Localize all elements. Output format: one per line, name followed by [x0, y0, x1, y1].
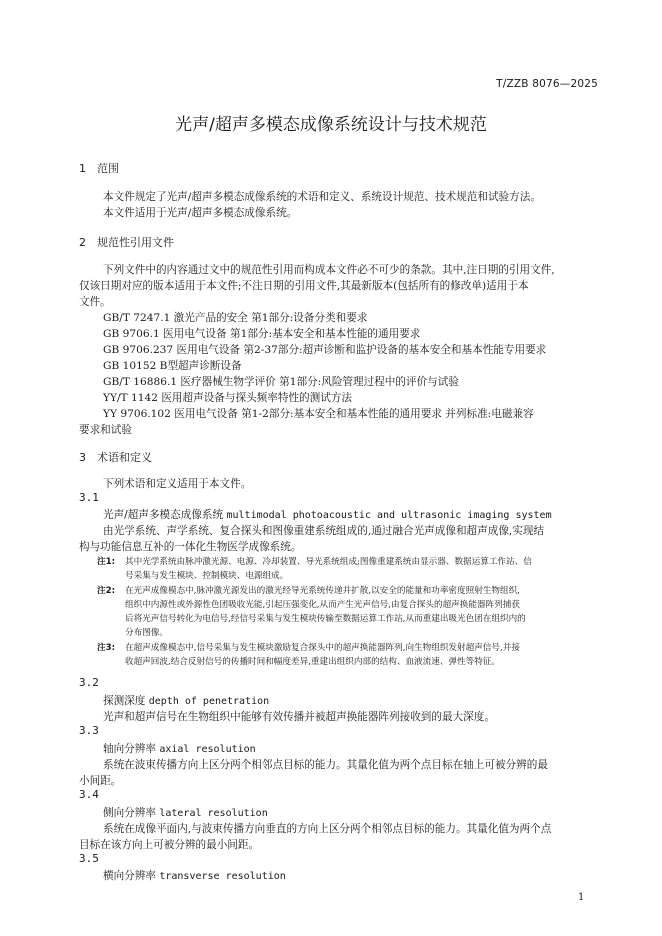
- note-label: 注1:: [97, 557, 116, 567]
- section-1-heading: [79, 160, 119, 176]
- term-chinese: 轴向分辨率: [103, 743, 156, 755]
- note-text: 后将光声信号转化为电信号,经信号采集与发生模块传输至数据运算工作站,从而重建出吸光色团在组织内的: [125, 614, 526, 624]
- document-number: T/ZZB 8076—2025: [496, 78, 598, 90]
- term-english: depth of penetration: [148, 696, 270, 707]
- section-number: 3: [79, 451, 86, 464]
- section-3-heading: [79, 449, 152, 465]
- note-label: 注3:: [97, 643, 116, 653]
- term-number: 3.1: [79, 491, 99, 504]
- term-definition: 构与功能信息互补的一体化生物医学成像系统。: [79, 541, 302, 553]
- section-title: 术语和定义: [97, 451, 152, 464]
- section-title: 范围: [97, 162, 119, 175]
- term-definition: 光声和超声信号在生物组织中能够有效传播并被超声换能器阵列接收到的最大深度。: [103, 711, 495, 723]
- term-english: axial resolution: [159, 744, 256, 755]
- term-title: [103, 805, 268, 820]
- term-english: multimodal photoacoustic and ultrasonic imaging system: [226, 510, 552, 521]
- paragraph: 仅该日期对应的版本适用于本文件;不注日期的引用文件,其最新版本(包括所有的修改单)适用于本: [79, 280, 529, 292]
- term-definition: 由光学系统、声学系统、复合探头和图像重建系统组成的,通过融合光声成像和超声成像,实现结: [103, 525, 545, 537]
- term-chinese: 探测深度: [103, 695, 146, 707]
- reference-item: GB 9706.1 医用电气设备 第1部分:基本安全和基本性能的通用要求: [103, 328, 421, 340]
- reference-item: YY 9706.102 医用电气设备 第1-2部分:基本安全和基本性能的通用要求 并列标准:电磁兼容: [103, 408, 534, 420]
- reference-item: GB/T 7247.1 激光产品的安全 第1部分:设备分类和要求: [103, 312, 368, 324]
- reference-item: GB/T 16886.1 医疗器械生物学评价 第1部分:风险管理过程中的评价与试验: [103, 376, 459, 388]
- page-number: 1: [578, 892, 585, 903]
- term-number: 3.2: [79, 676, 99, 689]
- paragraph: 下列术语和定义适用于本文件。: [103, 478, 252, 490]
- term-definition: 目标在该方向上可被分辨的最小间距。: [79, 839, 260, 851]
- paragraph: 本文件规定了光声/超声多模态成像系统的术语和定义、系统设计规范、技术规范和试验方法。: [103, 191, 541, 203]
- term-definition: 系统在成像平面内,与波束传播方向垂直的方向上区分两个相邻点目标的能力。其量化值为两个点: [103, 823, 552, 835]
- term-definition: 小间距。: [79, 775, 122, 787]
- term-number: 3.5: [79, 852, 99, 865]
- reference-item: YY/T 1142 医用超声设备与探头频率特性的测试方法: [103, 392, 353, 404]
- term-number: 3.3: [79, 724, 99, 737]
- term-title: [103, 868, 286, 883]
- note-label: 注2:: [97, 586, 116, 596]
- term-english: transverse resolution: [159, 871, 286, 882]
- note-text: 在超声成像模态中,信号采集与发生模块激励复合探头中的超声换能器阵列,向生物组织发射超声信号,并接: [125, 643, 520, 653]
- reference-item: 要求和试验: [79, 424, 132, 436]
- reference-item: GB 9706.237 医用电气设备 第2-37部分:超声诊断和监护设备的基本安全和基本性能专用要求: [103, 344, 547, 356]
- paragraph: 文件。: [79, 296, 111, 308]
- term-english: lateral resolution: [159, 808, 268, 819]
- paragraph: 本文件适用于光声/超声多模态成像系统。: [103, 207, 298, 219]
- note-text: 其中光学系统由脉冲激光源、电源、冷却装置、导光系统组成;图像重建系统由显示器、数据运算工作站、信: [125, 557, 532, 567]
- note-text: 收超声回波,结合反射信号的传播时间和幅度差异,重建出组织内部的结构、血液流速、弹性等特征。: [125, 657, 500, 667]
- section-2-heading: [79, 234, 174, 250]
- section-title: 规范性引用文件: [97, 236, 174, 249]
- note-text: 在光声成像模态中,脉冲激光源发出的激光经导光系统传递并扩散,以安全的能量和功率密度照射生物组织,: [125, 586, 520, 596]
- term-chinese: 光声/超声多模态成像系统: [103, 509, 224, 521]
- page-title: 光声/超声多模态成像系统设计与技术规范: [175, 115, 487, 135]
- term-chinese: 侧向分辨率: [103, 807, 156, 819]
- paragraph: 下列文件中的内容通过文中的规范性引用而构成本文件必不可少的条款。其中,注日期的引用文件,: [103, 264, 555, 276]
- term-title: [103, 507, 552, 522]
- term-title: [103, 741, 256, 756]
- section-number: 1: [79, 162, 86, 175]
- note-text: 组织中内源性或外源性色团吸收光能,引起压强变化,从而产生光声信号,由复合探头的超声换能器阵列捕获: [125, 600, 520, 610]
- reference-item: GB 10152 B型超声诊断设备: [103, 360, 242, 372]
- term-chinese: 横向分辨率: [103, 870, 156, 882]
- term-number: 3.4: [79, 788, 99, 801]
- term-title: [103, 693, 269, 708]
- term-definition: 系统在波束传播方向上区分两个相邻点目标的能力。其量化值为两个点目标在轴上可被分辨的最: [103, 759, 548, 771]
- section-number: 2: [79, 236, 86, 249]
- note-text: 分布图像。: [125, 628, 168, 638]
- note-text: 号采集与发生模块、控制模块、电源组成。: [125, 571, 289, 581]
